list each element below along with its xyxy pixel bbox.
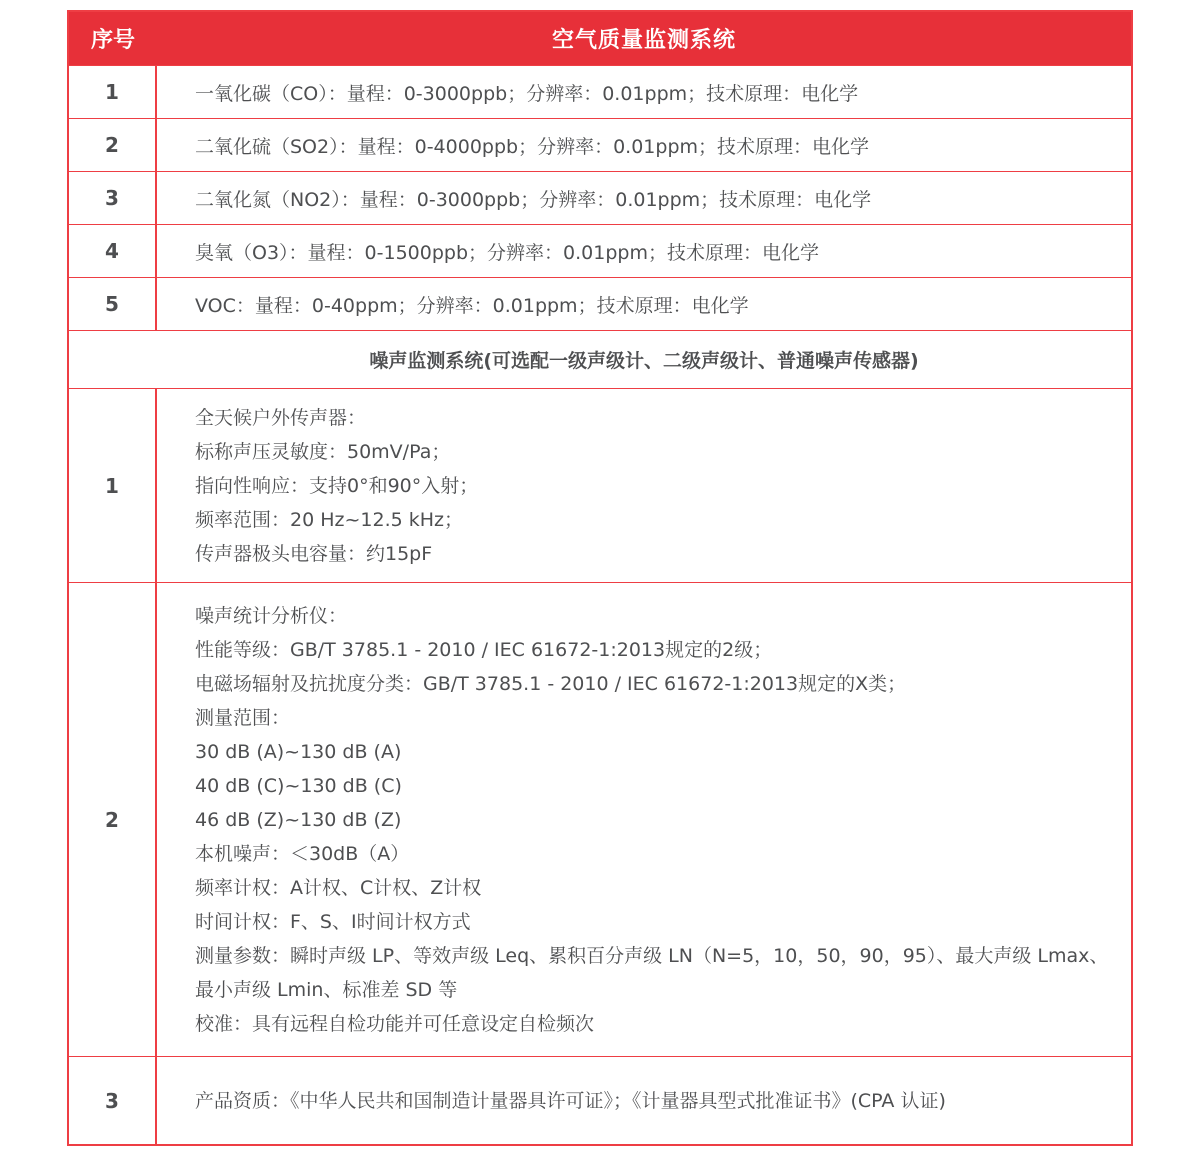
spec-line: 性能等级：GB/T 3785.1 - 2010 / IEC 61672-1:2013规定的2级； xyxy=(195,638,773,661)
spec-line: 频率计权：A计权、C计权、Z计权 xyxy=(195,876,482,899)
table-row xyxy=(69,224,1131,277)
spec-line: 30 dB (A)~130 dB (A) xyxy=(195,740,402,763)
row-number: 3 xyxy=(69,172,157,224)
row-number: 1 xyxy=(69,389,157,582)
spec-line: 电磁场辐射及抗扰度分类：GB/T 3785.1 - 2010 / IEC 61672-1:2013规定的X类； xyxy=(195,672,907,695)
table-row xyxy=(69,65,1131,118)
row-number: 5 xyxy=(69,278,157,330)
spec-line: 本机噪声：＜30dB（A） xyxy=(195,842,410,865)
spec-line: 46 dB (Z)~130 dB (Z) xyxy=(195,808,402,831)
spec-line: 标称声压灵敏度：50mV/Pa； xyxy=(195,440,451,463)
spec-line: 测量参数：瞬时声级 LP、等效声级 Leq、累积百分声级 LN（N=5，10，50，90，95）、最大声级 Lmax、 xyxy=(195,944,1109,967)
row-spec-text xyxy=(157,1057,1131,1144)
row-spec-text xyxy=(157,172,1131,224)
section-spacer xyxy=(69,331,157,388)
table-row xyxy=(69,388,1131,582)
spec-line: VOC：量程：0-40ppm；分辨率：0.01ppm；技术原理：电化学 xyxy=(195,294,749,317)
table-row xyxy=(69,277,1131,330)
row-spec-text xyxy=(157,119,1131,171)
noise-section-title: 噪声监测系统(可选配一级声级计、二级声级计、普通噪声传感器) xyxy=(369,350,919,372)
spec-line: 产品资质：《中华人民共和国制造计量器具许可证》；《计量器具型式批准证书》(CPA 认证) xyxy=(195,1089,946,1112)
spec-line: 二氧化硫（SO2）：量程：0-4000ppb；分辨率：0.01ppm；技术原理：电化学 xyxy=(195,135,870,158)
spec-line: 传声器极头电容量：约15pF xyxy=(195,542,433,565)
table-row xyxy=(69,582,1131,1056)
spec-line: 校准：具有远程自检功能并可任意设定自检频次 xyxy=(195,1012,595,1035)
table-row xyxy=(69,1056,1131,1144)
spec-line: 指向性响应：支持0°和90°入射； xyxy=(195,474,479,497)
spec-line: 测量范围： xyxy=(195,706,291,729)
header-title: 空气质量监测系统 xyxy=(551,28,736,53)
row-spec-text xyxy=(157,225,1131,277)
row-spec-text xyxy=(157,66,1131,118)
spec-line: 全天候户外传声器： xyxy=(195,406,367,429)
spec-line: 频率范围：20 Hz~12.5 kHz； xyxy=(195,508,464,531)
row-spec-text xyxy=(157,278,1131,330)
spec-line: 时间计权：F、S、I时间计权方式 xyxy=(195,910,471,933)
row-number: 3 xyxy=(69,1057,157,1144)
product-spec-table xyxy=(67,10,1133,1146)
noise-section-header-row xyxy=(69,330,1131,388)
row-spec-text xyxy=(157,583,1131,1056)
spec-line: 二氧化氮（NO2）：量程：0-3000ppb；分辨率：0.01ppm；技术原理：电化学 xyxy=(195,188,872,211)
header-serial-label: 序号 xyxy=(90,28,135,53)
spec-line: 臭氧（O3）：量程：0-1500ppb；分辨率：0.01ppm；技术原理：电化学 xyxy=(195,241,819,264)
row-number: 1 xyxy=(69,66,157,118)
table-header-row xyxy=(69,12,1131,65)
row-spec-text xyxy=(157,389,1131,582)
spec-line: 40 dB (C)~130 dB (C) xyxy=(195,774,402,797)
row-number: 2 xyxy=(69,119,157,171)
row-number: 2 xyxy=(69,583,157,1056)
spec-line: 噪声统计分析仪： xyxy=(195,604,348,627)
spec-line: 一氧化碳（CO）：量程：0-3000ppb；分辨率：0.01ppm；技术原理：电化学 xyxy=(195,82,859,105)
spec-line: 最小声级 Lmin、标准差 SD 等 xyxy=(195,978,458,1001)
table-row xyxy=(69,118,1131,171)
row-number: 4 xyxy=(69,225,157,277)
table-row xyxy=(69,171,1131,224)
